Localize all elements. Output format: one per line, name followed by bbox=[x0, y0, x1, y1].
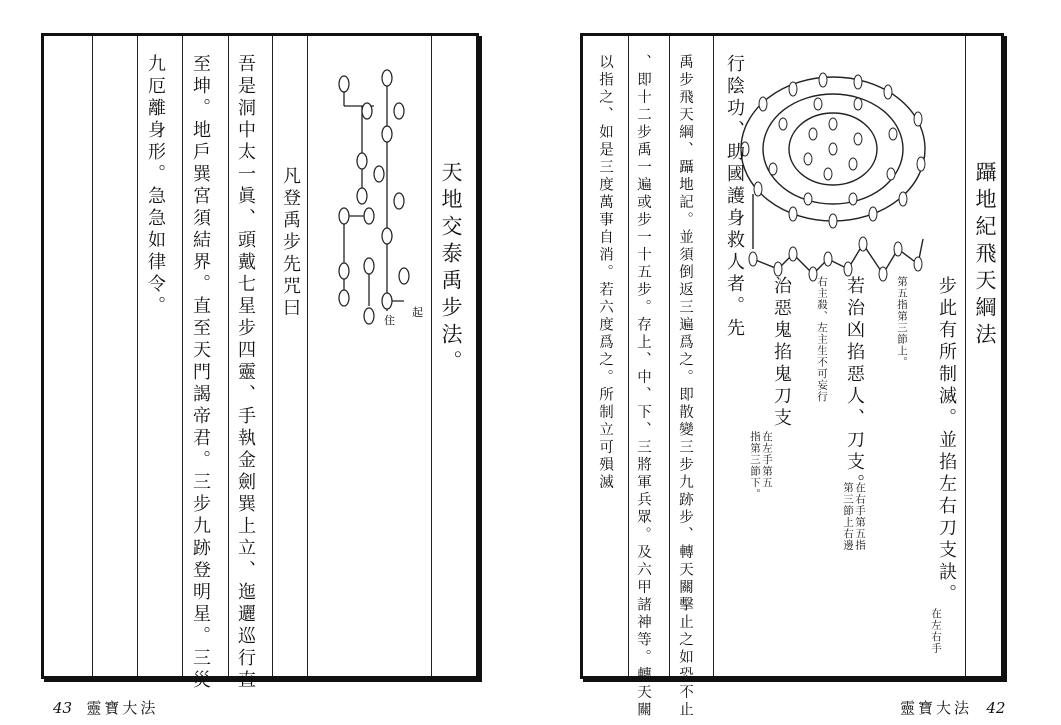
right-line-2: 若治凶掐惡人、刀支。 bbox=[844, 276, 865, 496]
column-rule bbox=[713, 36, 714, 676]
column-rule bbox=[431, 36, 432, 676]
column-rule bbox=[307, 36, 308, 676]
column-rule bbox=[628, 36, 629, 676]
right-line-5: 禹步飛天綱、躡地記。並須倒返三遍爲之。即散變三步九跡步、轉天關擊止之如恐不止 bbox=[677, 54, 693, 719]
column-rule bbox=[92, 36, 93, 676]
left-book-title: 靈寶大法 bbox=[86, 699, 159, 717]
diagram-end-label: 住 bbox=[384, 314, 395, 326]
right-heading: 躡地紀飛天綱法 bbox=[973, 161, 997, 350]
right-line-3-note-b: 指第三節下。 bbox=[749, 431, 761, 500]
column-rule bbox=[272, 36, 273, 676]
right-book-title: 靈寶大法 bbox=[900, 699, 973, 717]
right-line-1: 步此有所制滅。並掐左右刀支訣。 bbox=[936, 276, 957, 606]
right-line-4: 行陰功、助國護身救人者。先 bbox=[724, 54, 745, 340]
left-page-frame bbox=[41, 33, 479, 692]
column-rule bbox=[137, 36, 138, 676]
celestial-net-diagram bbox=[723, 64, 948, 289]
left-heading: 天地交泰禹步法。 bbox=[439, 161, 463, 377]
right-line-3: 治惡鬼掐鬼刀支 bbox=[771, 276, 792, 430]
diagram-start-label: 起 bbox=[412, 306, 423, 319]
left-page-number: 43 bbox=[53, 699, 73, 717]
right-page-number: 42 bbox=[986, 699, 1006, 717]
column-rule bbox=[228, 36, 229, 676]
column-rule bbox=[182, 36, 183, 676]
right-line-7: 以指之、如是三度萬事自消。若六度爲之。所制立可殞滅 bbox=[597, 54, 613, 492]
left-subheading: 凡登禹步先咒曰 bbox=[280, 166, 301, 320]
incantation-line-3: 九厄離身形。急急如律令。 bbox=[145, 54, 166, 318]
right-line-3-note-a: 在左手第五 bbox=[761, 431, 773, 489]
yubu-step-diagram bbox=[324, 66, 424, 326]
incantation-line-1: 吾是洞中太一眞、頭戴七星步四靈、手執金劍巽上立、迤邐巡行直 bbox=[235, 54, 256, 692]
right-footer bbox=[900, 697, 1005, 718]
right-line-1-note: 在左右手 bbox=[930, 608, 942, 654]
left-footer bbox=[53, 697, 158, 718]
column-rule bbox=[965, 36, 966, 676]
right-line-6: 、即十二步禹一遍或步一十五步。存上、中、下、三將軍兵眾。及六甲諸神等。轉天關 bbox=[635, 54, 651, 719]
column-rule bbox=[669, 36, 670, 676]
incantation-line-2: 至坤。地戶巽宮須結界。直至天門謁帝君。三步九跡登明星。三災 bbox=[190, 54, 211, 692]
right-line-2-note-b: 第三節上右邊 bbox=[842, 482, 854, 551]
right-line-2-note-a: 在右手第五指 bbox=[854, 482, 866, 551]
right-line-2-sub: 右主殺、左主生不可妄行 bbox=[816, 276, 828, 403]
right-line-1-sub: 第五指第三節上。 bbox=[896, 276, 908, 368]
